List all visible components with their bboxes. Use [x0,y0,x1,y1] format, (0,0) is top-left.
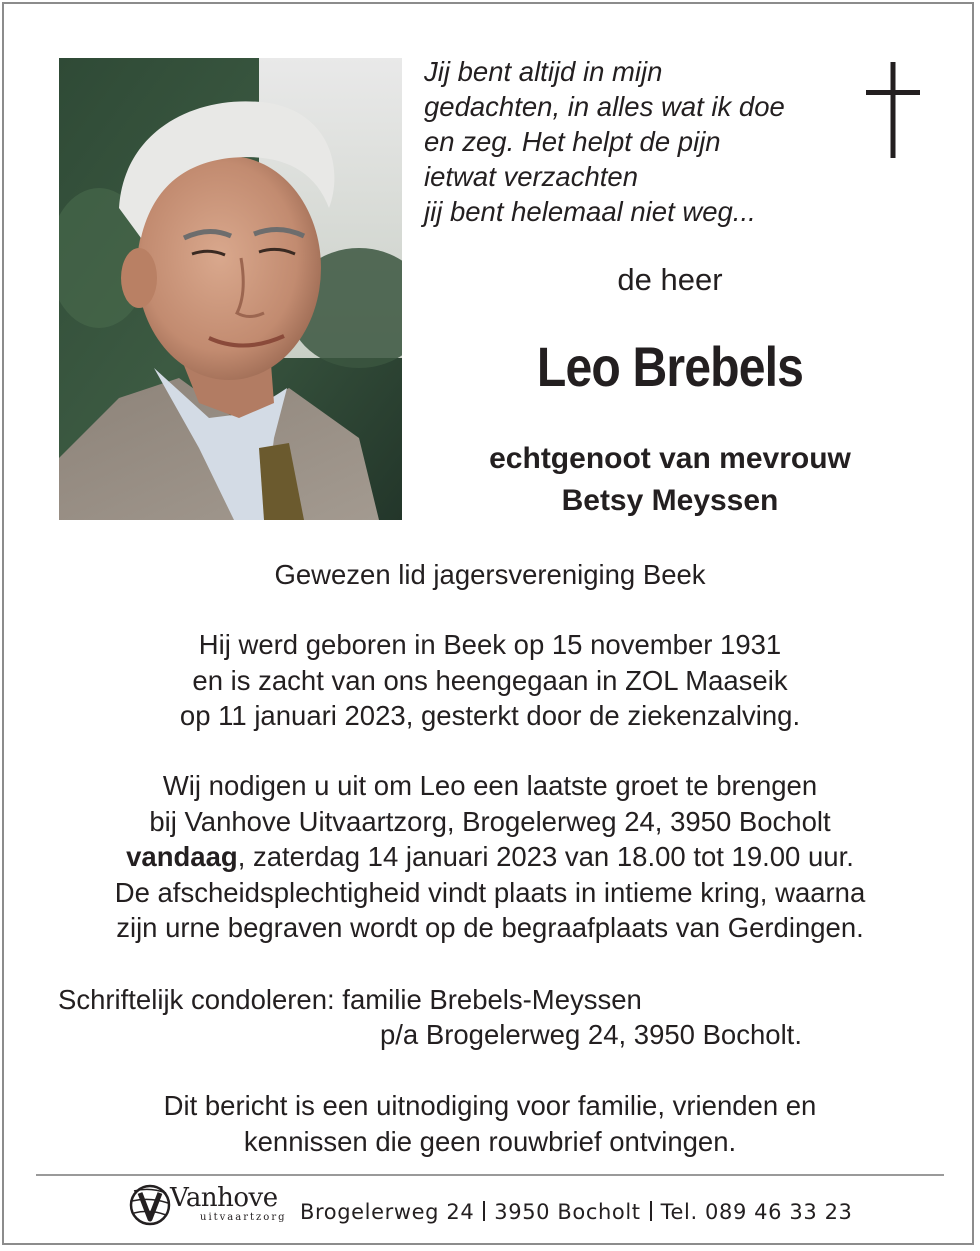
divider [483,1201,485,1221]
poem-line: Jij bent altijd in mijn [424,56,663,87]
poem-line: jij bent helemaal niet weg... [424,196,756,227]
poem-line: ietwat verzachten [424,161,638,192]
membership-line: Gewezen lid jagersvereniging Beek [274,559,706,590]
spouse-name: Betsy Meyssen [561,484,779,517]
paragraph-line: bij Vanhove Uitvaartzorg, Brogelerweg 24, 3950 Bocholt [149,805,831,837]
life-dates-paragraph [40,627,940,734]
cross-icon [864,62,922,158]
paragraph-line: en is zacht van ons heengegaan in ZOL Maaseik [192,664,788,696]
funeral-home-logo [128,1183,288,1227]
portrait-photo [59,58,402,520]
vanhove-logo-icon [128,1183,172,1227]
deceased-name: Leo Brebels [536,335,804,398]
paragraph-line: Hij werd geboren in Beek op 15 november 1931 [198,629,782,660]
poem-line: gedachten, in alles wat ik doe [424,91,785,122]
paragraph-line: Wij nodigen u uit om Leo een laatste groet te brengen [162,770,818,801]
spouse-line: echtgenoot van mevrouw [489,442,851,475]
honorific: de heer [617,262,723,297]
poem [424,54,854,229]
today-emphasis: vandaag [126,841,238,872]
poem-line: en zeg. Het helpt de pijn [424,126,721,157]
footer-contact [300,1200,853,1224]
condolence-line: Schriftelijk condoleren: familie Brebels-Meyssen [58,984,642,1015]
paragraph-line: Dit bericht is een uitnodiging voor familie, vrienden en [163,1090,817,1121]
footer-divider [36,1174,944,1176]
logo-wordmark: Vanhove [170,1183,278,1213]
paragraph-line: op 11 januari 2023, gesterkt door de ziekenzalving. [179,700,801,731]
paragraph-line: De afscheidsplechtigheid vindt plaats in intieme kring, waarna [114,876,866,908]
footer-address: Brogelerweg 24 [300,1200,475,1224]
spouse-block [410,438,930,522]
paragraph-line: kennissen die geen rouwbrief ontvingen. [243,1125,737,1157]
footer-phone: Tel. 089 46 33 23 [660,1200,853,1224]
condolence-address: p/a Brogelerweg 24, 3950 Bocholt. [380,1019,802,1050]
footer-city: 3950 Bocholt [494,1200,641,1224]
paragraph-line [40,839,940,875]
paragraph-line: zijn urne begraven wordt op de begraafplaats van Gerdingen. [116,912,864,943]
date-time-text: , zaterdag 14 januari 2023 van 18.00 tot 19.00 uur. [237,841,854,872]
divider [650,1201,652,1221]
invitation-paragraph [40,768,940,946]
notice-paragraph [40,1088,940,1159]
logo-subtitle: uitvaartzorg [200,1212,287,1223]
